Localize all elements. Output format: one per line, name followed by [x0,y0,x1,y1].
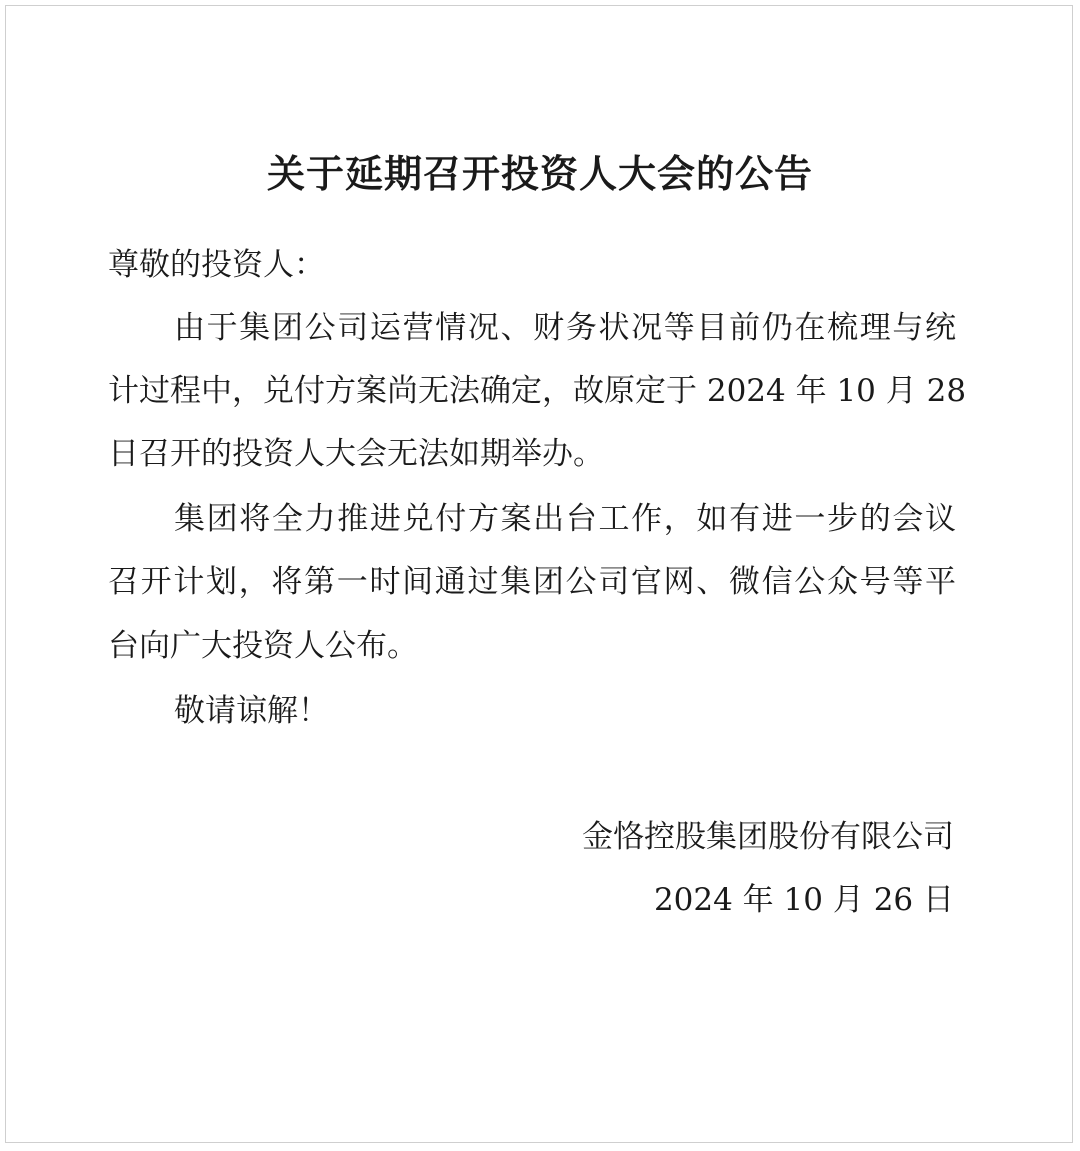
closing-remark: 敬请谅解！ [174,693,329,729]
paragraph-1-line-3: 日召开的投资人大会无法如期举办。 [108,436,604,472]
paragraph-1-line-1: 由于集团公司运营情况、财务状况等目前仍在梳理与统 [174,310,956,346]
salutation: 尊敬的投资人： [108,247,325,283]
announcement-title: 关于延期召开投资人大会的公告 [266,151,813,196]
signature-company: 金恪控股集团股份有限公司 [582,819,954,855]
paragraph-2-line-2: 召开计划，将第一时间通过集团公司官网、微信公众号等平 [108,564,956,600]
paragraph-2-line-3: 台向广大投资人公布。 [108,628,418,664]
paragraph-2-line-1: 集团将全力推进兑付方案出台工作，如有进一步的会议 [174,501,956,537]
signature-date: 2024 年 10 月 26 日 [653,882,954,918]
paragraph-1-line-2: 计过程中，兑付方案尚无法确定，故原定于 2024 年 10 月 28 [108,373,967,409]
